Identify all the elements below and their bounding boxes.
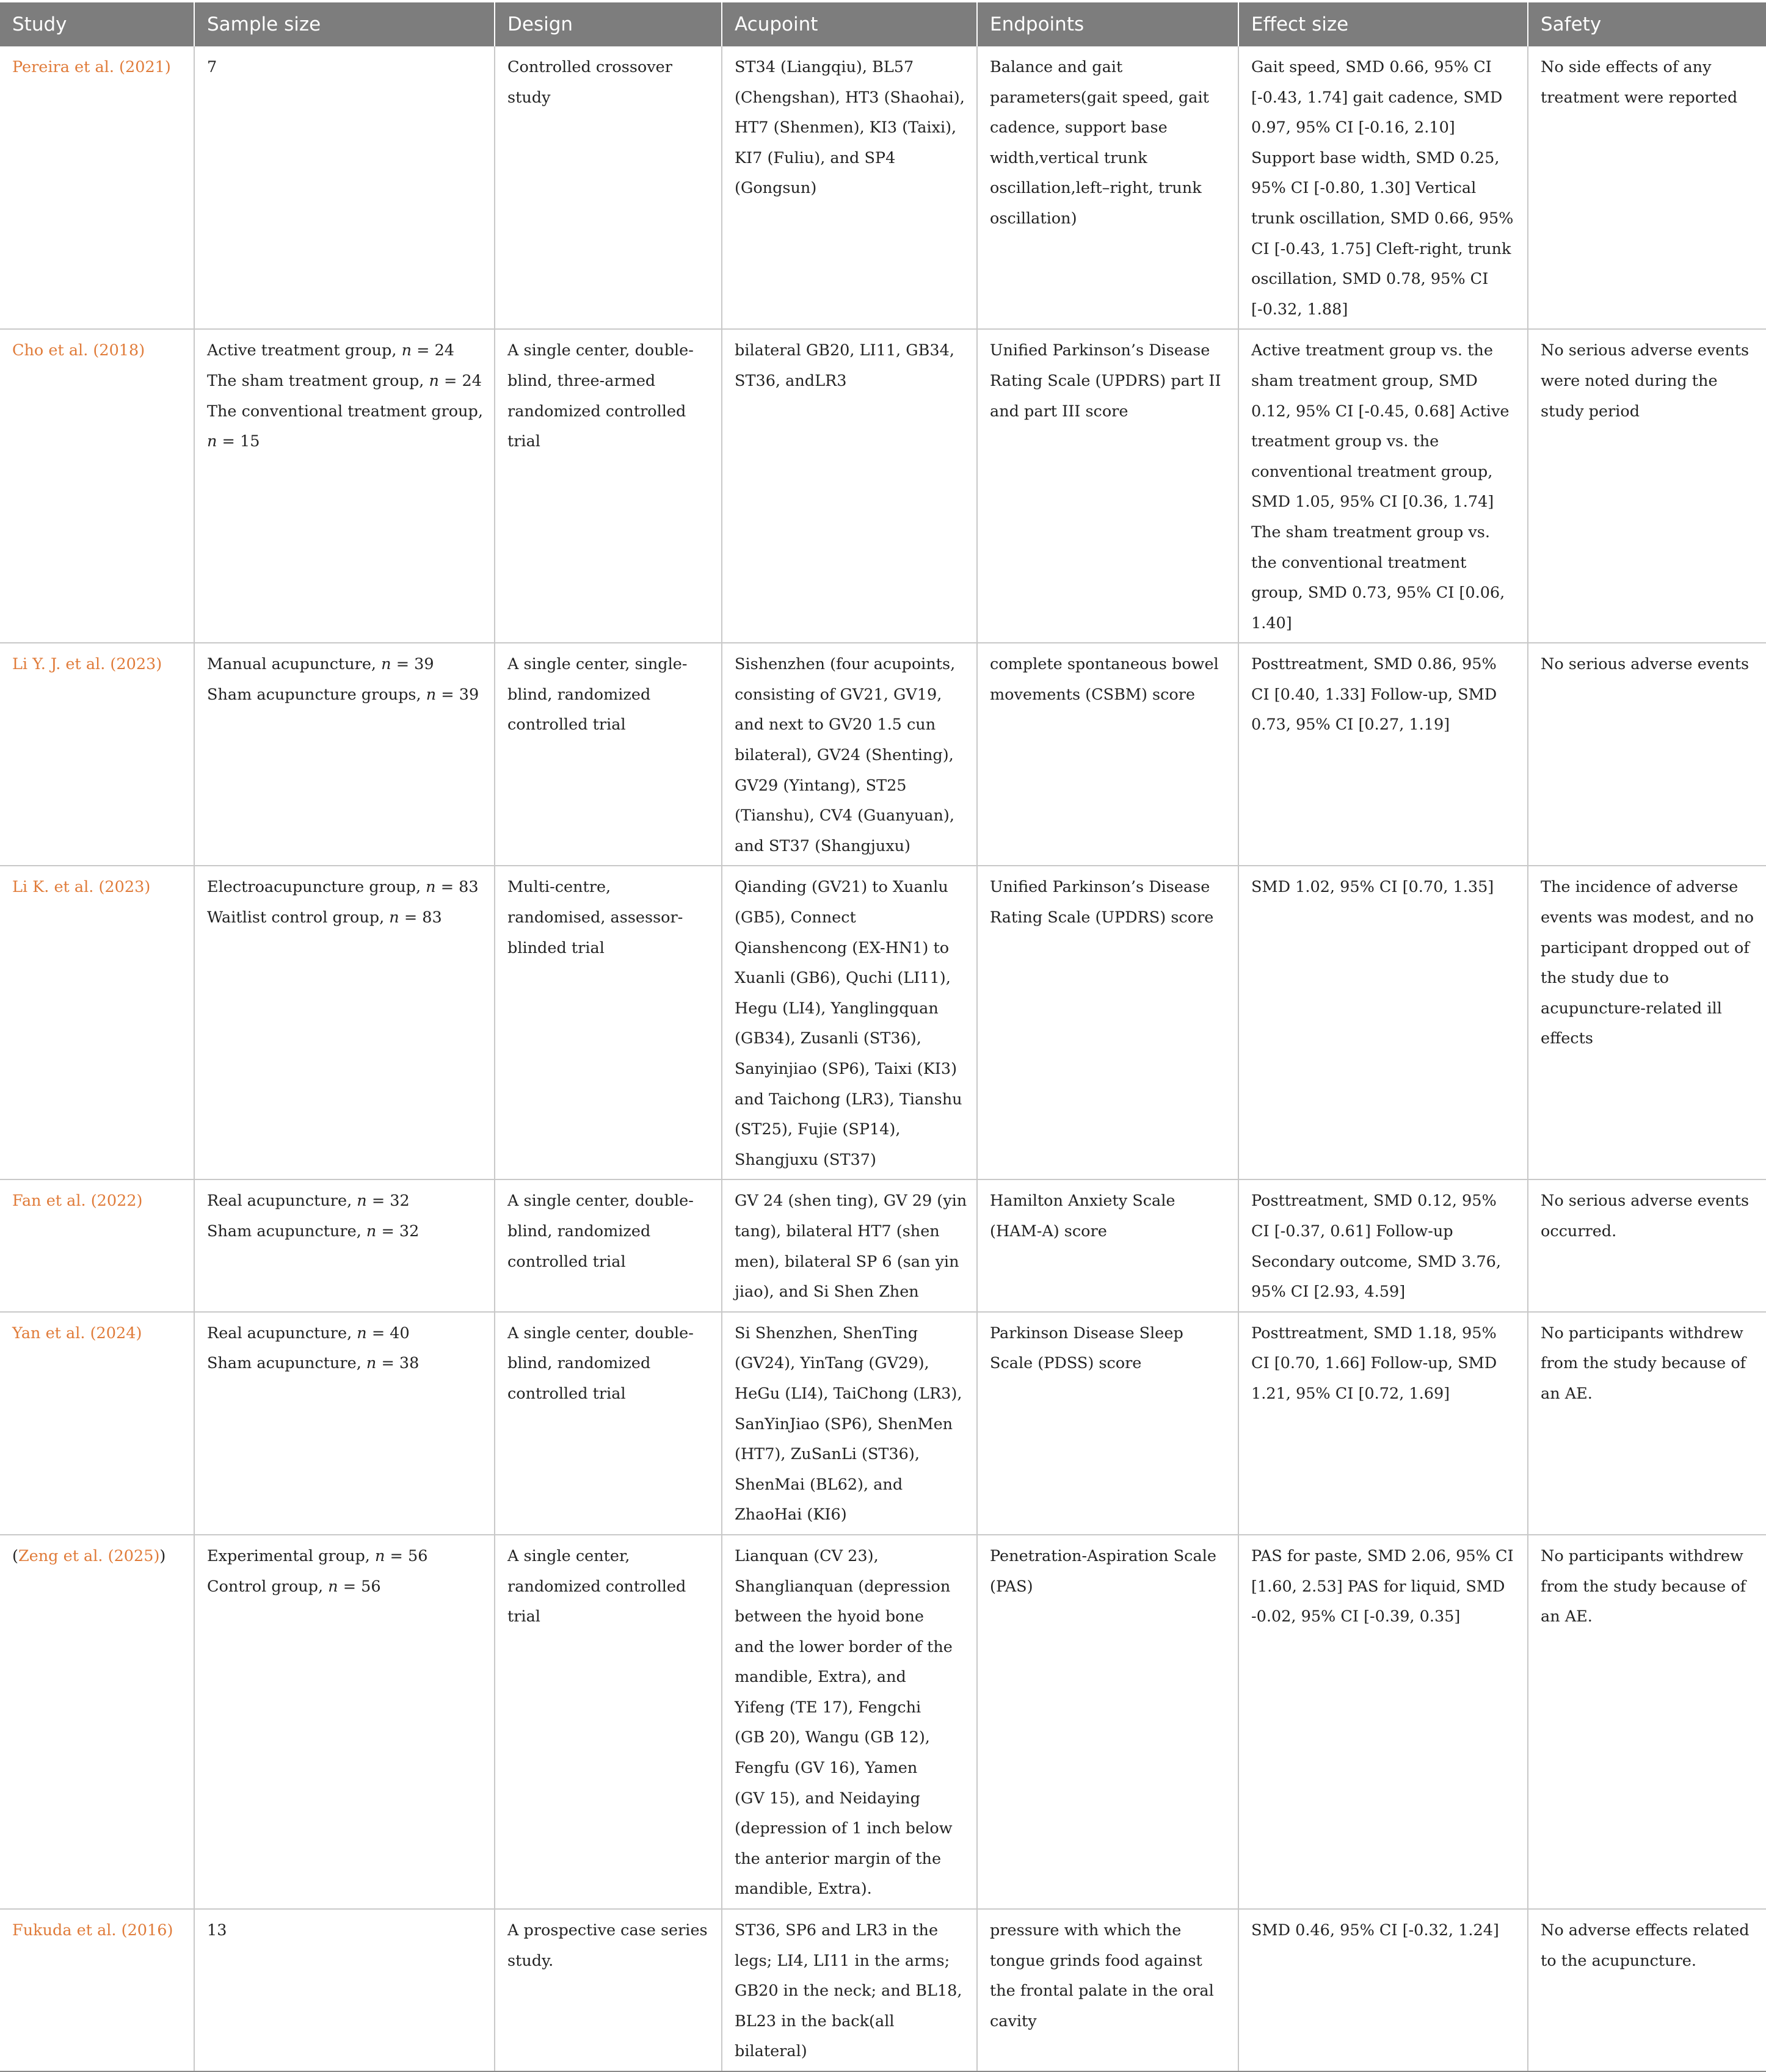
- design-cell: Controlled crossover study: [495, 46, 722, 329]
- sample-size-line: 7: [207, 58, 217, 76]
- table-row: [0, 46, 1766, 329]
- acupoint-cell: ST36, SP6 and LR3 in the legs; LI4, LI11 in the arms; GB20 in the neck; and BL18, BL23 in the back(all bilateral): [722, 1909, 977, 2071]
- study-link[interactable]: Li Y. J. et al. (2023): [12, 655, 162, 674]
- design-cell: Multi-centre, randomised, assessor-blinded trial: [495, 866, 722, 1179]
- endpoints-cell: Penetration-Aspiration Scale (PAS): [977, 1535, 1238, 1909]
- sample-size-line: Sham acupuncture, n = 38: [207, 1354, 420, 1373]
- safety-cell: No serious adverse events: [1528, 643, 1766, 866]
- sample-size-line: 13: [207, 1921, 227, 1940]
- acupoint-line: (depression of 1 inch below: [735, 1819, 953, 1838]
- table-row: [0, 1179, 1766, 1311]
- safety-cell: No side effects of any treatment were reported: [1528, 46, 1766, 329]
- sample-size-line: Active treatment group, n = 24: [207, 341, 455, 360]
- safety-cell: No participants withdrew from the study because of an AE.: [1528, 1535, 1766, 1909]
- effect-size-cell: Gait speed, SMD 0.66, 95% CI [-0.43, 1.74] gait cadence, SMD 0.97, 95% CI [-0.16, 2.10] Support base width, SMD 0.25, 95% CI [-0.80, 1.30] Vertical trunk oscillation, SMD 0.66, 95% CI [-0.43, 1.75] Cleft-right, trunk oscillation, SMD 0.78, 95% CI [-0.32, 1.88]: [1238, 46, 1528, 329]
- header-sample-size: Sample size: [194, 2, 495, 46]
- sample-size-cell: [194, 1909, 495, 2071]
- design-cell: A prospective case series study.: [495, 1909, 722, 2071]
- effect-size-cell: Posttreatment, SMD 0.86, 95% CI [0.40, 1.33] Follow-up, SMD 0.73, 95% CI [0.27, 1.19]: [1238, 643, 1528, 866]
- sample-size-line: Sham acupuncture groups, n = 39: [207, 685, 479, 704]
- study-paren-close: ): [159, 1546, 166, 1565]
- study-link[interactable]: Fukuda et al. (2016): [12, 1921, 173, 1940]
- table-row: [0, 1909, 1766, 2071]
- sample-size-cell: [194, 1312, 495, 1535]
- study-link[interactable]: Fan et al. (2022): [12, 1192, 143, 1211]
- study-link[interactable]: Zeng et al. (2025): [18, 1546, 160, 1565]
- safety-cell: No serious adverse events occurred.: [1528, 1179, 1766, 1311]
- effect-size-cell: Posttreatment, SMD 0.12, 95% CI [-0.37, 0.61] Follow-up Secondary outcome, SMD 3.76, 95% CI [2.93, 4.59]: [1238, 1179, 1528, 1311]
- header-effect-size: Effect size: [1238, 2, 1528, 46]
- sample-size-cell: [194, 866, 495, 1179]
- acupoint-line: Shanglianquan (depression: [735, 1577, 951, 1596]
- endpoints-cell: Parkinson Disease Sleep Scale (PDSS) score: [977, 1312, 1238, 1535]
- study-cell: [0, 643, 194, 866]
- acupoint-line: Yifeng (TE 17), Fengchi: [735, 1698, 921, 1717]
- acupoint-cell: [722, 1535, 977, 1909]
- acupoint-line: the anterior margin of the: [735, 1849, 942, 1868]
- endpoints-cell: Hamilton Anxiety Scale (HAM-A) score: [977, 1179, 1238, 1311]
- effect-size-cell: Active treatment group vs. the sham treatment group, SMD 0.12, 95% CI [-0.45, 0.68] Active treatment group vs. the conventional treatment group, SMD 1.05, 95% CI [0.36, 1.74] The sham treatment group vs. the conventional treatment group, SMD 0.73, 95% CI [0.06, 1.40]: [1238, 329, 1528, 643]
- safety-cell: No participants withdrew from the study because of an AE.: [1528, 1312, 1766, 1535]
- endpoints-cell: Balance and gait parameters(gait speed, gait cadence, support base width,vertical trunk oscillation,left–right, trunk oscillation): [977, 46, 1238, 329]
- safety-cell: The incidence of adverse events was modest, and no participant dropped out of the study due to acupuncture-related ill effects: [1528, 866, 1766, 1179]
- acupoint-line: (GV 15), and Neidaying: [735, 1789, 920, 1808]
- endpoints-cell: Unified Parkinson’s Disease Rating Scale (UPDRS) score: [977, 866, 1238, 1179]
- acupoint-line: Fengfu (GV 16), Yamen: [735, 1759, 918, 1778]
- study-cell: [0, 46, 194, 329]
- sample-size-line: Waitlist control group, n = 83: [207, 908, 442, 927]
- table-row: [0, 1312, 1766, 1535]
- study-link[interactable]: Li K. et al. (2023): [12, 878, 151, 897]
- acupoint-cell: ST34 (Liangqiu), BL57 (Chengshan), HT3 (Shaohai), HT7 (Shenmen), KI3 (Taixi), KI7 (Fuliu), and SP4 (Gongsun): [722, 46, 977, 329]
- sample-size-line: Control group, n = 56: [207, 1577, 381, 1596]
- sample-size-cell: [194, 329, 495, 643]
- study-cell: [0, 1312, 194, 1535]
- sample-size-line: Manual acupuncture, n = 39: [207, 655, 434, 674]
- sample-size-line: Experimental group, n = 56: [207, 1546, 428, 1565]
- design-cell: A single center, double-blind, randomized controlled trial: [495, 1312, 722, 1535]
- sample-size-line: The sham treatment group, n = 24: [207, 371, 482, 390]
- effect-size-cell: Posttreatment, SMD 1.18, 95% CI [0.70, 1.66] Follow-up, SMD 1.21, 95% CI [0.72, 1.69]: [1238, 1312, 1528, 1535]
- study-cell: [0, 329, 194, 643]
- endpoints-cell: complete spontaneous bowel movements (CSBM) score: [977, 643, 1238, 866]
- acupoint-line: Lianquan (CV 23),: [735, 1546, 879, 1565]
- acupoint-cell: Qianding (GV21) to Xuanlu (GB5), Connect Qianshencong (EX-HN1) to Xuanli (GB6), Quchi (LI11), Hegu (LI4), Yanglingquan (GB34), Zusanli (ST36), Sanyinjiao (SP6), Taixi (KI3) and Taichong (LR3), Tianshu (ST25), Fujie (SP14), Shangjuxu (ST37): [722, 866, 977, 1179]
- design-cell: A single center, randomized controlled trial: [495, 1535, 722, 1909]
- acupoint-line: and the lower border of the: [735, 1637, 953, 1656]
- design-cell: A single center, double-blind, randomized controlled trial: [495, 1179, 722, 1311]
- sample-size-cell: [194, 643, 495, 866]
- design-cell: A single center, single-blind, randomized controlled trial: [495, 643, 722, 866]
- table-row: [0, 866, 1766, 1179]
- sample-size-line: Real acupuncture, n = 32: [207, 1192, 410, 1211]
- acupoint-cell: bilateral GB20, LI11, GB34, ST36, andLR3: [722, 329, 977, 643]
- header-study: Study: [0, 2, 194, 46]
- header-acupoint: Acupoint: [722, 2, 977, 46]
- effect-size-cell: SMD 1.02, 95% CI [0.70, 1.35]: [1238, 866, 1528, 1179]
- effect-size-cell: SMD 0.46, 95% CI [-0.32, 1.24]: [1238, 1909, 1528, 2071]
- design-cell: A single center, double-blind, three-armed randomized controlled trial: [495, 329, 722, 643]
- study-cell: [0, 866, 194, 1179]
- table-row: [0, 1535, 1766, 1909]
- header-row: [0, 2, 1766, 46]
- acupoint-line: mandible, Extra), and: [735, 1668, 906, 1687]
- table-row: [0, 643, 1766, 866]
- studies-table: [0, 2, 1766, 2072]
- acupoint-line: between the hyoid bone: [735, 1607, 925, 1626]
- sample-size-line: Electroacupuncture group, n = 83: [207, 878, 479, 897]
- acupoint-line: (GB 20), Wangu (GB 12),: [735, 1728, 930, 1747]
- sample-size-cell: [194, 46, 495, 329]
- acupoint-cell: Si Shenzhen, ShenTing (GV24), YinTang (GV29), HeGu (LI4), TaiChong (LR3), SanYinJiao (SP6), ShenMen (HT7), ZuSanLi (ST36), ShenMai (BL62), and ZhaoHai (KI6): [722, 1312, 977, 1535]
- header-design: Design: [495, 2, 722, 46]
- endpoints-cell: Unified Parkinson’s Disease Rating Scale (UPDRS) part II and part III score: [977, 329, 1238, 643]
- sample-size-cell: [194, 1535, 495, 1909]
- study-cell: [0, 1179, 194, 1311]
- acupoint-cell: Sishenzhen (four acupoints, consisting of GV21, GV19, and next to GV20 1.5 cun bilateral), GV24 (Shenting), GV29 (Yintang), ST25 (Tianshu), CV4 (Guanyuan), and ST37 (Shangjuxu): [722, 643, 977, 866]
- acupoint-line: mandible, Extra).: [735, 1880, 872, 1899]
- acupoint-cell: GV 24 (shen ting), GV 29 (yin tang), bilateral HT7 (shen men), bilateral SP 6 (san yin jiao), and Si Shen Zhen: [722, 1179, 977, 1311]
- study-link[interactable]: Pereira et al. (2021): [12, 58, 171, 76]
- sample-size-line: Sham acupuncture, n = 32: [207, 1222, 420, 1241]
- study-paren-open: (: [12, 1546, 18, 1565]
- sample-size-cell: [194, 1179, 495, 1311]
- study-cell: [0, 1909, 194, 2071]
- endpoints-cell: pressure with which the tongue grinds food against the frontal palate in the oral cavity: [977, 1909, 1238, 2071]
- table-row: [0, 329, 1766, 643]
- study-link[interactable]: Yan et al. (2024): [12, 1324, 142, 1342]
- sample-size-line: The conventional treatment group, n = 15: [207, 402, 483, 451]
- sample-size-line: Real acupuncture, n = 40: [207, 1324, 410, 1342]
- effect-size-cell: PAS for paste, SMD 2.06, 95% CI [1.60, 2.53] PAS for liquid, SMD -0.02, 95% CI [-0.39, 0.35]: [1238, 1535, 1528, 1909]
- safety-cell: No serious adverse events were noted during the study period: [1528, 329, 1766, 643]
- safety-cell: No adverse effects related to the acupuncture.: [1528, 1909, 1766, 2071]
- study-cell: [0, 1535, 194, 1909]
- header-endpoints: Endpoints: [977, 2, 1238, 46]
- study-link[interactable]: Cho et al. (2018): [12, 341, 145, 360]
- header-safety: Safety: [1528, 2, 1766, 46]
